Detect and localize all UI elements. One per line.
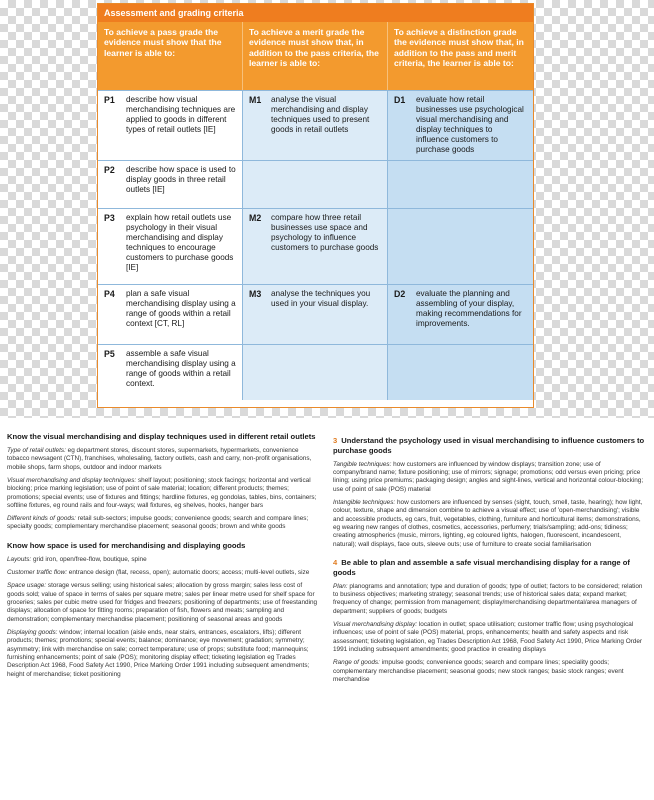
content-paragraph — [7, 582, 320, 624]
section-title: Know the visual merchandising and display techniques used in different retail outlets — [7, 432, 316, 441]
paragraph-label: Type of retail outlets: — [7, 446, 66, 454]
distinction-cell — [388, 161, 533, 208]
pass-cell — [98, 91, 243, 160]
criterion-code: M3 — [249, 289, 262, 299]
content-paragraph — [7, 556, 320, 564]
criterion-text — [416, 165, 527, 205]
criterion-code: P3 — [104, 213, 115, 223]
distinction-cell — [388, 285, 533, 344]
content-paragraph — [333, 621, 645, 654]
table-row — [98, 160, 533, 208]
criterion-text — [416, 349, 527, 397]
criterion-text — [271, 349, 381, 397]
paragraph-label: Different kinds of goods: — [7, 515, 76, 523]
criterion-code: P5 — [104, 349, 115, 359]
paragraph-text: shelf layout; positioning; stock facings; horizontal and vertical blocking; price marking legislation; use of point of sale material; location; different products; themes; promotions; special events; use of fixtures and fittings; hardline fixtures, eg gondolas, tables, bins, containers; softline fixtures, eg round rails and four-ways; wall fixtures, eg shelves, hooks, hanger bars — [7, 476, 317, 509]
paragraph-label: Intangible techniques: — [333, 499, 396, 507]
criterion-code: M1 — [249, 95, 262, 105]
paragraph-label: Range of goods: — [333, 659, 380, 667]
paragraph-text: eg department stores, discount stores, supermarkets, hypermarkets, convenience tobacco newsagent (CTN), franchises, wholesaling, factory outlets, cash and carry, non-profit organisations, mobile shops, farm shops, outdoor and indoor markets — [7, 446, 312, 471]
criterion-text: evaluate how retail businesses use psychological visual merchandising and display techniques to influence customers to purchase goods — [416, 95, 524, 154]
pass-cell — [98, 285, 243, 344]
paragraph-text: how customers are influenced by senses (sight, touch, smell, taste, hearing); how light, colour, texture, shape and dimension combine to achieve a visual effect; use of 'open-merchandising'; visible and accessible products, eg cars, fruit, vegetables, clothing, furniture and horticultural items; demonstrations, eg wearing new ranges of clothes, cosmetics, accessories, perfumery; trials/sampling; add-ons; tidiness; creating atmospherics (music, mirrors, lighting, eg coloured lights, halogen, fluorescent, incandescent, natural); wall displays, face outs, sleeve outs; use of furniture to create social familiarisation — [333, 499, 643, 548]
content-paragraph — [7, 569, 320, 577]
criterion-text: analyse the visual merchandising and display techniques used to present goods in retail outlets — [271, 95, 370, 134]
criterion-code — [394, 349, 416, 397]
criterion-text — [416, 213, 527, 281]
paragraph-text: impulse goods; convenience goods; search and compare lines; speciality goods; complementary merchandise placement; seasonal goods; new stock ranges; basic stock ranges; event merchandise — [333, 659, 624, 683]
left-column — [7, 432, 320, 684]
content-paragraph — [333, 583, 645, 616]
merit-cell — [243, 209, 388, 284]
grading-criteria-table — [97, 3, 534, 408]
content-paragraph — [333, 499, 645, 549]
criterion-text: plan a safe visual merchandising display using a range of goods within a retail context [CT, RL] — [126, 289, 236, 328]
table-row — [98, 90, 533, 160]
criterion-code: P2 — [104, 165, 115, 175]
content-paragraph — [333, 461, 645, 494]
criterion-code: P1 — [104, 95, 115, 105]
paragraph-text: location in outlet; space utilisation; customer traffic flow; using psychological influences; use of point of sale (POS) material, props, enhancements; health and safety aspects and risk assessment; ticketing legislation, eg Trades Description Act 1968, Food Safety Act 1990, Price Marking Order 1991 including subsequent amendments; good practice in creating displays — [333, 621, 643, 654]
paragraph-label: Layouts: — [7, 555, 32, 563]
paragraph-text: storage versus selling; using historical sales; allocation by gross margin; sales less cost of goods sold; value of space in terms of sales per square metre; sales per linear metre used for shelf space for groceries; sales per cubic metre used for fridges and freezers; positioning of departments; use of freestanding displays; allocation of space for fitting rooms; preparation of fish, flowers and meats; sampling and demonstration; complementary merchandise placement; positioning of seasonal areas and goods — [7, 582, 318, 623]
paragraph-text: planograms and annotation; type and duration of goods; type of outlet; factors to be considered; relation to business objectives; marketing strategy; seasonal trends; use of historical sales data; expand market; frequency of change; permission from management; display/merchandising departmental/area managers of department; suppliers of goods; budgets — [333, 582, 643, 615]
paragraph-label: Space usage: — [7, 582, 47, 590]
paragraph-label: Displaying goods: — [7, 628, 58, 636]
table-row — [98, 344, 533, 400]
content-paragraph — [333, 659, 645, 684]
paragraph-text: window; internal location (aisle ends, near stairs, entrances, escalators, lifts); different products; themes; promotions; special events; balance; dominance; eye movement; gradation; symmetry; asymmetry; link with merchandise on sale; correct temperature; use of props; substitute food; mannequins; furnishing enhancements; point of sale (POS); monitoring display effect; ticketing legislation eg Trades Description Act 1968, Food Safety Act 1990, Price Marking Order 1991 including subsequent amendments; height of merchandise; ticket positioning — [7, 628, 310, 678]
paragraph-text: grid iron, open/free-flow, boutique, spine — [31, 555, 147, 563]
right-column — [333, 436, 645, 689]
content-paragraph — [7, 477, 320, 510]
criterion-code — [249, 349, 271, 397]
criterion-text: describe how visual merchandising techniques are applied to goods in different types of retail outlets [IE] — [126, 95, 236, 134]
header-merit: To achieve a merit grade the evidence must show that, in addition to the pass criteria, the learner is able to: — [243, 22, 388, 90]
criterion-code: D2 — [394, 289, 406, 299]
content-paragraph — [7, 629, 320, 679]
pass-cell — [98, 161, 243, 208]
paragraph-text: entrance design (flat, recess, open); automatic doors; access; multi-level outlets, size — [67, 569, 310, 576]
criterion-code: D1 — [394, 95, 406, 105]
section-title: Know how space is used for merchandising and displaying goods — [7, 540, 246, 550]
section-title — [333, 558, 645, 578]
merit-cell — [243, 91, 388, 160]
merit-cell — [243, 345, 388, 400]
header-pass: To achieve a pass grade the evidence must show that the learner is able to: — [98, 22, 243, 90]
criterion-code: P4 — [104, 289, 115, 299]
merit-cell — [243, 161, 388, 208]
merit-cell — [243, 285, 388, 344]
criterion-code — [249, 165, 271, 205]
distinction-cell — [388, 345, 533, 400]
paragraph-label: Plan: — [333, 582, 348, 590]
unit-content-page — [0, 418, 654, 800]
criterion-code — [394, 165, 416, 205]
pass-cell — [98, 209, 243, 284]
paragraph-label: Customer traffic flow: — [7, 569, 68, 576]
criterion-text: assemble a safe visual merchandising display using a range of goods within a retail context. — [126, 349, 236, 388]
distinction-cell — [388, 91, 533, 160]
section-number: 3 — [333, 436, 338, 445]
header-distinction: To achieve a distinction grade the evidence must show that, in addition to the pass and merit criteria, the learner is able to: — [394, 27, 524, 69]
criterion-text: evaluate the planning and assembling of your display, making recommendations for improvements. — [416, 289, 522, 328]
section-title-text: Be able to plan and assemble a safe visual merchandising display for a range of goods — [333, 558, 630, 577]
table-title: Assessment and grading criteria — [98, 4, 533, 22]
distinction-cell — [388, 209, 533, 284]
criterion-text: explain how retail outlets use psychology in their visual merchandising and display techniques to encourage customers to purchase goods [IE] — [126, 213, 234, 272]
criterion-code — [394, 213, 416, 281]
paragraph-text: retail sub-sectors; impulse goods; convenience goods; search and compare lines; specialty goods; complementary merchandise placement; seasonal goods; brown and white goods — [7, 515, 309, 531]
criterion-text — [271, 165, 381, 205]
criterion-text: analyse the techniques you used in your visual display. — [271, 289, 371, 308]
content-paragraph — [7, 515, 320, 532]
table-header-row — [98, 22, 533, 90]
paragraph-label: Visual merchandising and display techniques: — [7, 476, 137, 484]
paragraph-label: Visual merchandising display: — [333, 621, 418, 629]
section-title-text: Understand the psychology used in visual merchandising to influence customers to purchase goods — [333, 436, 645, 455]
paragraph-text: how customers are influenced by window displays; transition zone; use of company/brand name; fixture positioning; use of mirrors; signage; promotions; odd versus even pricing; price lining; using price premiums; packaging design; angles and sight-lines, vertical and horizontal colour-blocking; use of point of sale (POS) material — [333, 460, 644, 493]
table-row — [98, 284, 533, 344]
criterion-text: compare how three retail businesses use space and psychology to influence customers to purchase goods — [271, 213, 379, 252]
criterion-code: M2 — [249, 213, 262, 223]
content-paragraph — [7, 447, 320, 472]
paragraph-label: Tangible techniques: — [333, 460, 392, 468]
criterion-text: describe how space is used to display goods in three retail outlets [IE] — [126, 165, 236, 194]
section-number: 4 — [333, 558, 338, 567]
table-row — [98, 208, 533, 284]
pass-cell — [98, 345, 243, 400]
section-title — [333, 436, 645, 456]
